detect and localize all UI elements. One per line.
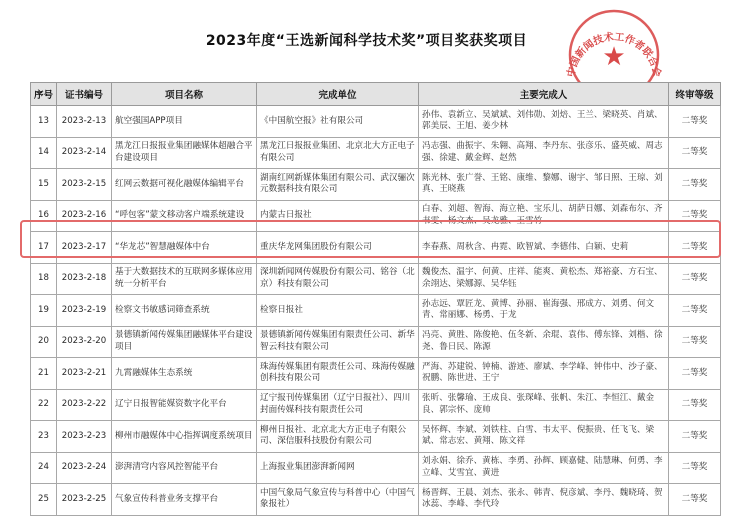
award-grade-cell: 二等奖 [669,169,721,201]
completion-unit-cell: 《中国航空报》社有限公司 [257,106,419,138]
main-contributors-cell: 白春、刘超、智海、海立艳、宝乐儿、胡萨日娜、刘森布尔、齐书雯、杨文杰、吴龙雅、王雪竹 [419,200,669,232]
completion-unit-cell: 重庆华龙网集团股份有限公司 [257,232,419,264]
table-row [31,358,721,390]
row-number-cell: 16 [31,200,57,232]
row-number-cell: 21 [31,358,57,390]
completion-unit-cell: 深圳新闻网传媒股份有限公司、铭谷（北京）科技有限公司 [257,263,419,295]
award-grade-cell: 二等奖 [669,452,721,484]
project-name-cell: “呼包客”蒙文移动客户端系统建设 [112,200,257,232]
project-name-cell: 景德镇新闻传媒集团融媒体平台建设项目 [112,326,257,358]
table-row [31,452,721,484]
main-contributors-cell: 孙志远、覃匠龙、黄博、孙丽、崔海强、邢成方、刘勇、何文青、常丽娜、杨勇、于龙 [419,295,669,327]
main-contributors-cell: 魏俊杰、温宇、何黄、庄祥、能爽、黄松杰、郑裕豪、方石宝、余翊达、梁娜源、吴华钰 [419,263,669,295]
main-contributors-cell: 张昕、张馨瑜、王成良、张琛峰、张帆、朱江、李恒江、戴金良、郭宗怀、庞帅 [419,389,669,421]
cert-number-cell: 2023-2-16 [57,200,112,232]
award-grade-cell: 二等奖 [669,106,721,138]
main-contributors-cell: 孙伟、袁新立、吴斌斌、刘伟勋、刘焙、王兰、梁晓英、肖斌、郭美辰、王旭、姜少林 [419,106,669,138]
completion-unit-cell: 湖南红网新媒体集团有限公司、武汉骊次元数据科技有限公司 [257,169,419,201]
main-contributors-cell: 陈光林、张广誉、王铭、康维、黎娜、谢宇、邹日照、王琼、刘真、王晓燕 [419,169,669,201]
completion-unit-cell: 景德镇新闻传媒集团有限责任公司、新华智云科技有限公司 [257,326,419,358]
award-grade-cell: 二等奖 [669,389,721,421]
row-number-cell: 18 [31,263,57,295]
completion-unit-cell: 上海报业集团澎湃新闻网 [257,452,419,484]
project-name-cell: 柳州市融媒体中心指挥调度系统项目 [112,421,257,453]
award-grade-cell: 二等奖 [669,137,721,169]
row-number-cell: 25 [31,484,57,516]
table-header-row [31,83,721,106]
cert-number-cell: 2023-2-22 [57,389,112,421]
cert-number-cell: 2023-2-13 [57,106,112,138]
main-contributors-cell: 刘永娟、徐乔、黄栋、李勇、孙辉、顾嘉健、陆慧琳、何勇、李立峰、艾雪宜、黄进 [419,452,669,484]
cert-number-cell: 2023-2-17 [57,232,112,264]
project-name-cell: 九霄融媒体生态系统 [112,358,257,390]
main-contributors-cell: 杨晋辉、王晨、刘杰、张永、韩青、倪彦斌、李丹、魏晓琦、贺冰蕊、李峰、李代玲 [419,484,669,516]
table-row [31,169,721,201]
cert-number-cell: 2023-2-19 [57,295,112,327]
header-name: 项目名称 [112,83,257,106]
cert-number-cell: 2023-2-21 [57,358,112,390]
main-contributors-cell: 冯亮、黄胜、陈俊艳、伍冬新、余琨、袁伟、傅东锋、刘楷、徐尧、鲁日民、陈源 [419,326,669,358]
cert-number-cell: 2023-2-15 [57,169,112,201]
cert-number-cell: 2023-2-20 [57,326,112,358]
table-row [31,389,721,421]
completion-unit-cell: 中国气象局气象宣传与科普中心（中国气象报社） [257,484,419,516]
award-grade-cell: 二等奖 [669,421,721,453]
header-cert: 证书编号 [57,83,112,106]
main-contributors-cell: 李春燕、周秋含、冉霓、欧智斌、李德伟、白颖、史莉 [419,232,669,264]
header-grade: 终审等级 [669,83,721,106]
row-number-cell: 19 [31,295,57,327]
award-grade-cell: 二等奖 [669,232,721,264]
award-grade-cell: 二等奖 [669,263,721,295]
seal-star-icon: ★ [602,42,626,72]
table-row [31,106,721,138]
table-row [31,137,721,169]
completion-unit-cell: 检察日报社 [257,295,419,327]
cert-number-cell: 2023-2-23 [57,421,112,453]
project-name-cell: 航空强国APP项目 [112,106,257,138]
row-number-cell: 22 [31,389,57,421]
project-name-cell: 基于大数据技术的互联网多媒体应用统一分析平台 [112,263,257,295]
project-name-cell: “华龙芯”智慧融媒体中台 [112,232,257,264]
award-grade-cell: 二等奖 [669,326,721,358]
main-contributors-cell: 吴怀辉、李斌、刘铁柱、白雪、韦太平、倪振贵、任飞飞、梁斌、常志宏、黄翔、陈文祥 [419,421,669,453]
project-name-cell: 红网云数据可视化融媒体编辑平台 [112,169,257,201]
completion-unit-cell: 内蒙古日报社 [257,200,419,232]
cert-number-cell: 2023-2-25 [57,484,112,516]
project-name-cell: 检察文书敏感词筛查系统 [112,295,257,327]
completion-unit-cell: 辽宁报刊传媒集团（辽宁日报社）、四川封面传媒科技有限责任公司 [257,389,419,421]
seal-text: 中国新闻技术工作者联合会 [565,31,663,78]
project-name-cell: 澎湃清穹内容风控智能平台 [112,452,257,484]
main-contributors-cell: 严海、苏建锐、钟楠、游迹、廖斌、李学峰、钟伟中、沙子豪、祝鹏、陈世进、王宁 [419,358,669,390]
award-grade-cell: 二等奖 [669,200,721,232]
table-row [31,263,721,295]
highlight-box-row-17 [20,220,721,258]
project-name-cell: 辽宁日报智能媒资数字化平台 [112,389,257,421]
table-row [31,295,721,327]
table-row [31,326,721,358]
completion-unit-cell: 珠海传媒集团有限责任公司、珠海传媒融创科技有限公司 [257,358,419,390]
table-row [31,421,721,453]
header-no: 序号 [31,83,57,106]
award-grade-cell: 二等奖 [669,484,721,516]
main-contributors-cell: 冯志强、曲振宇、朱翱、高翔、李丹东、张彦乐、盛英威、周志强、徐建、戴金辉、赵然 [419,137,669,169]
project-name-cell: 黑龙江日报报业集团融媒体超融合平台建设项目 [112,137,257,169]
completion-unit-cell: 黑龙江日报报业集团、北京北大方正电子有限公司 [257,137,419,169]
row-number-cell: 13 [31,106,57,138]
header-people: 主要完成人 [419,83,669,106]
row-number-cell: 24 [31,452,57,484]
row-number-cell: 15 [31,169,57,201]
award-table [30,82,721,516]
cert-number-cell: 2023-2-14 [57,137,112,169]
page-title: 2023年度“王选新闻科学技术奖”项目奖获奖项目 [205,33,528,49]
row-number-cell: 17 [31,232,57,264]
completion-unit-cell: 柳州日报社、北京北大方正电子有限公司、深信服科技股份有限公司 [257,421,419,453]
cert-number-cell: 2023-2-18 [57,263,112,295]
award-grade-cell: 二等奖 [669,295,721,327]
header-unit: 完成单位 [257,83,419,106]
cert-number-cell: 2023-2-24 [57,452,112,484]
table-row [31,484,721,516]
row-number-cell: 23 [31,421,57,453]
project-name-cell: 气象宣传科普业务支撑平台 [112,484,257,516]
award-grade-cell: 二等奖 [669,358,721,390]
row-number-cell: 14 [31,137,57,169]
row-number-cell: 20 [31,326,57,358]
